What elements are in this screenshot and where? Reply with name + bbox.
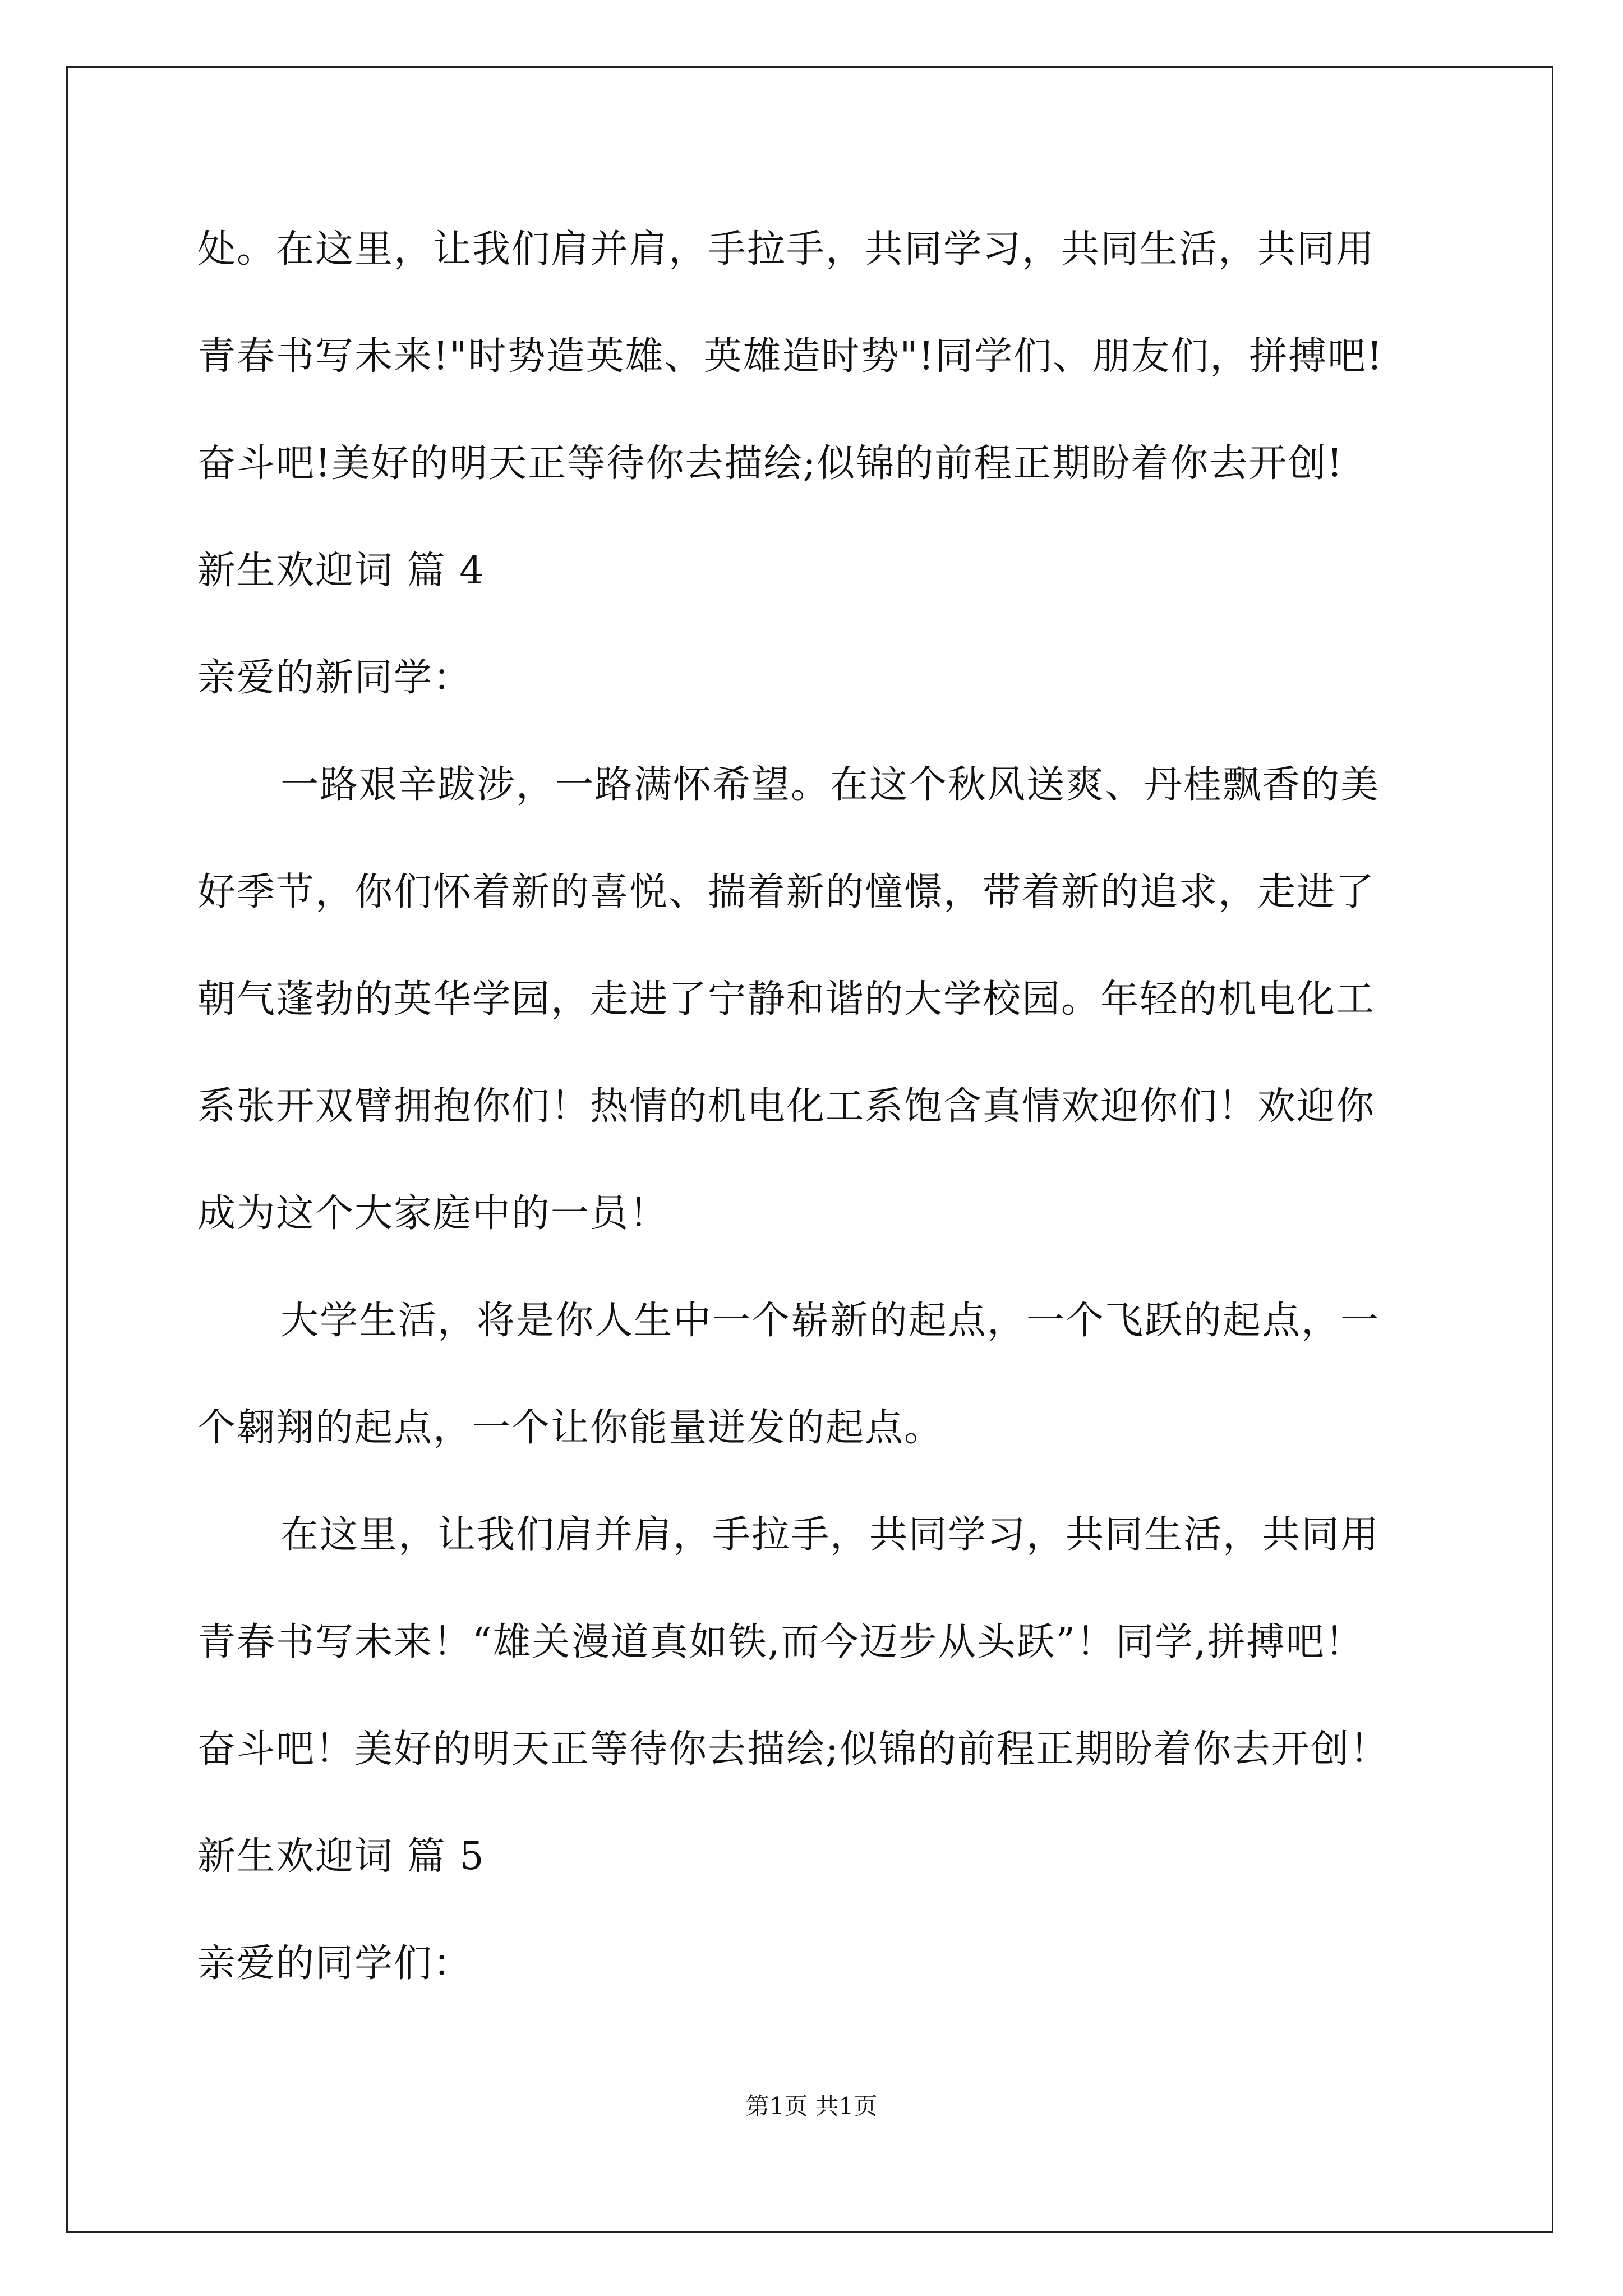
document-body — [197, 222, 1442, 2043]
paragraph-line: 奋斗吧！美好的明天正等待你去描绘;似锦的前程正期盼着你去开创！ — [197, 1727, 1389, 1772]
salutation: 亲爱的同学们： — [197, 1941, 473, 1986]
salutation: 亲爱的新同学： — [197, 656, 473, 700]
section-heading: 新生欢迎词 篇 4 — [197, 549, 485, 593]
paragraph-line: 青春书写未来！“雄关漫道真如铁,而今迈步从头跃”！同学,拼搏吧！ — [197, 1620, 1364, 1664]
paragraph-line: 在这里，让我们肩并肩，手拉手，共同学习，共同生活，共同用 — [280, 1513, 1380, 1557]
section-heading: 新生欢迎词 篇 5 — [197, 1834, 485, 1879]
paragraph-line: 奋斗吧!美好的明天正等待你去描绘;似锦的前程正期盼着你去开创! — [197, 441, 1344, 486]
paragraph-line: 一路艰辛跋涉，一路满怀希望。在这个秋风送爽、丹桂飘香的美 — [280, 763, 1380, 807]
paragraph-line: 好季节，你们怀着新的喜悦、揣着新的憧憬，带着新的追求，走进了 — [197, 870, 1376, 914]
paragraph-line: 个翱翔的起点，一个让你能量迸发的起点。 — [197, 1406, 944, 1450]
page-footer: 第1页 共1页 — [745, 2092, 878, 2120]
paragraph-line: 朝气蓬勃的英华学园，走进了宁静和谐的大学校园。年轻的机电化工 — [197, 977, 1376, 1022]
paragraph-line: 成为这个大家庭中的一员！ — [197, 1191, 669, 1236]
paragraph-line: 青春书写未来!"时势造英雄、英雄造时势"!同学们、朋友们，拼搏吧! — [197, 334, 1384, 379]
paragraph-line: 大学生活，将是你人生中一个崭新的起点，一个飞跃的起点，一 — [280, 1299, 1380, 1343]
paragraph-line: 系张开双臂拥抱你们！热情的机电化工系饱含真情欢迎你们！欢迎你 — [197, 1084, 1376, 1129]
paragraph-line: 处。在这里，让我们肩并肩，手拉手，共同学习，共同生活，共同用 — [197, 227, 1376, 272]
